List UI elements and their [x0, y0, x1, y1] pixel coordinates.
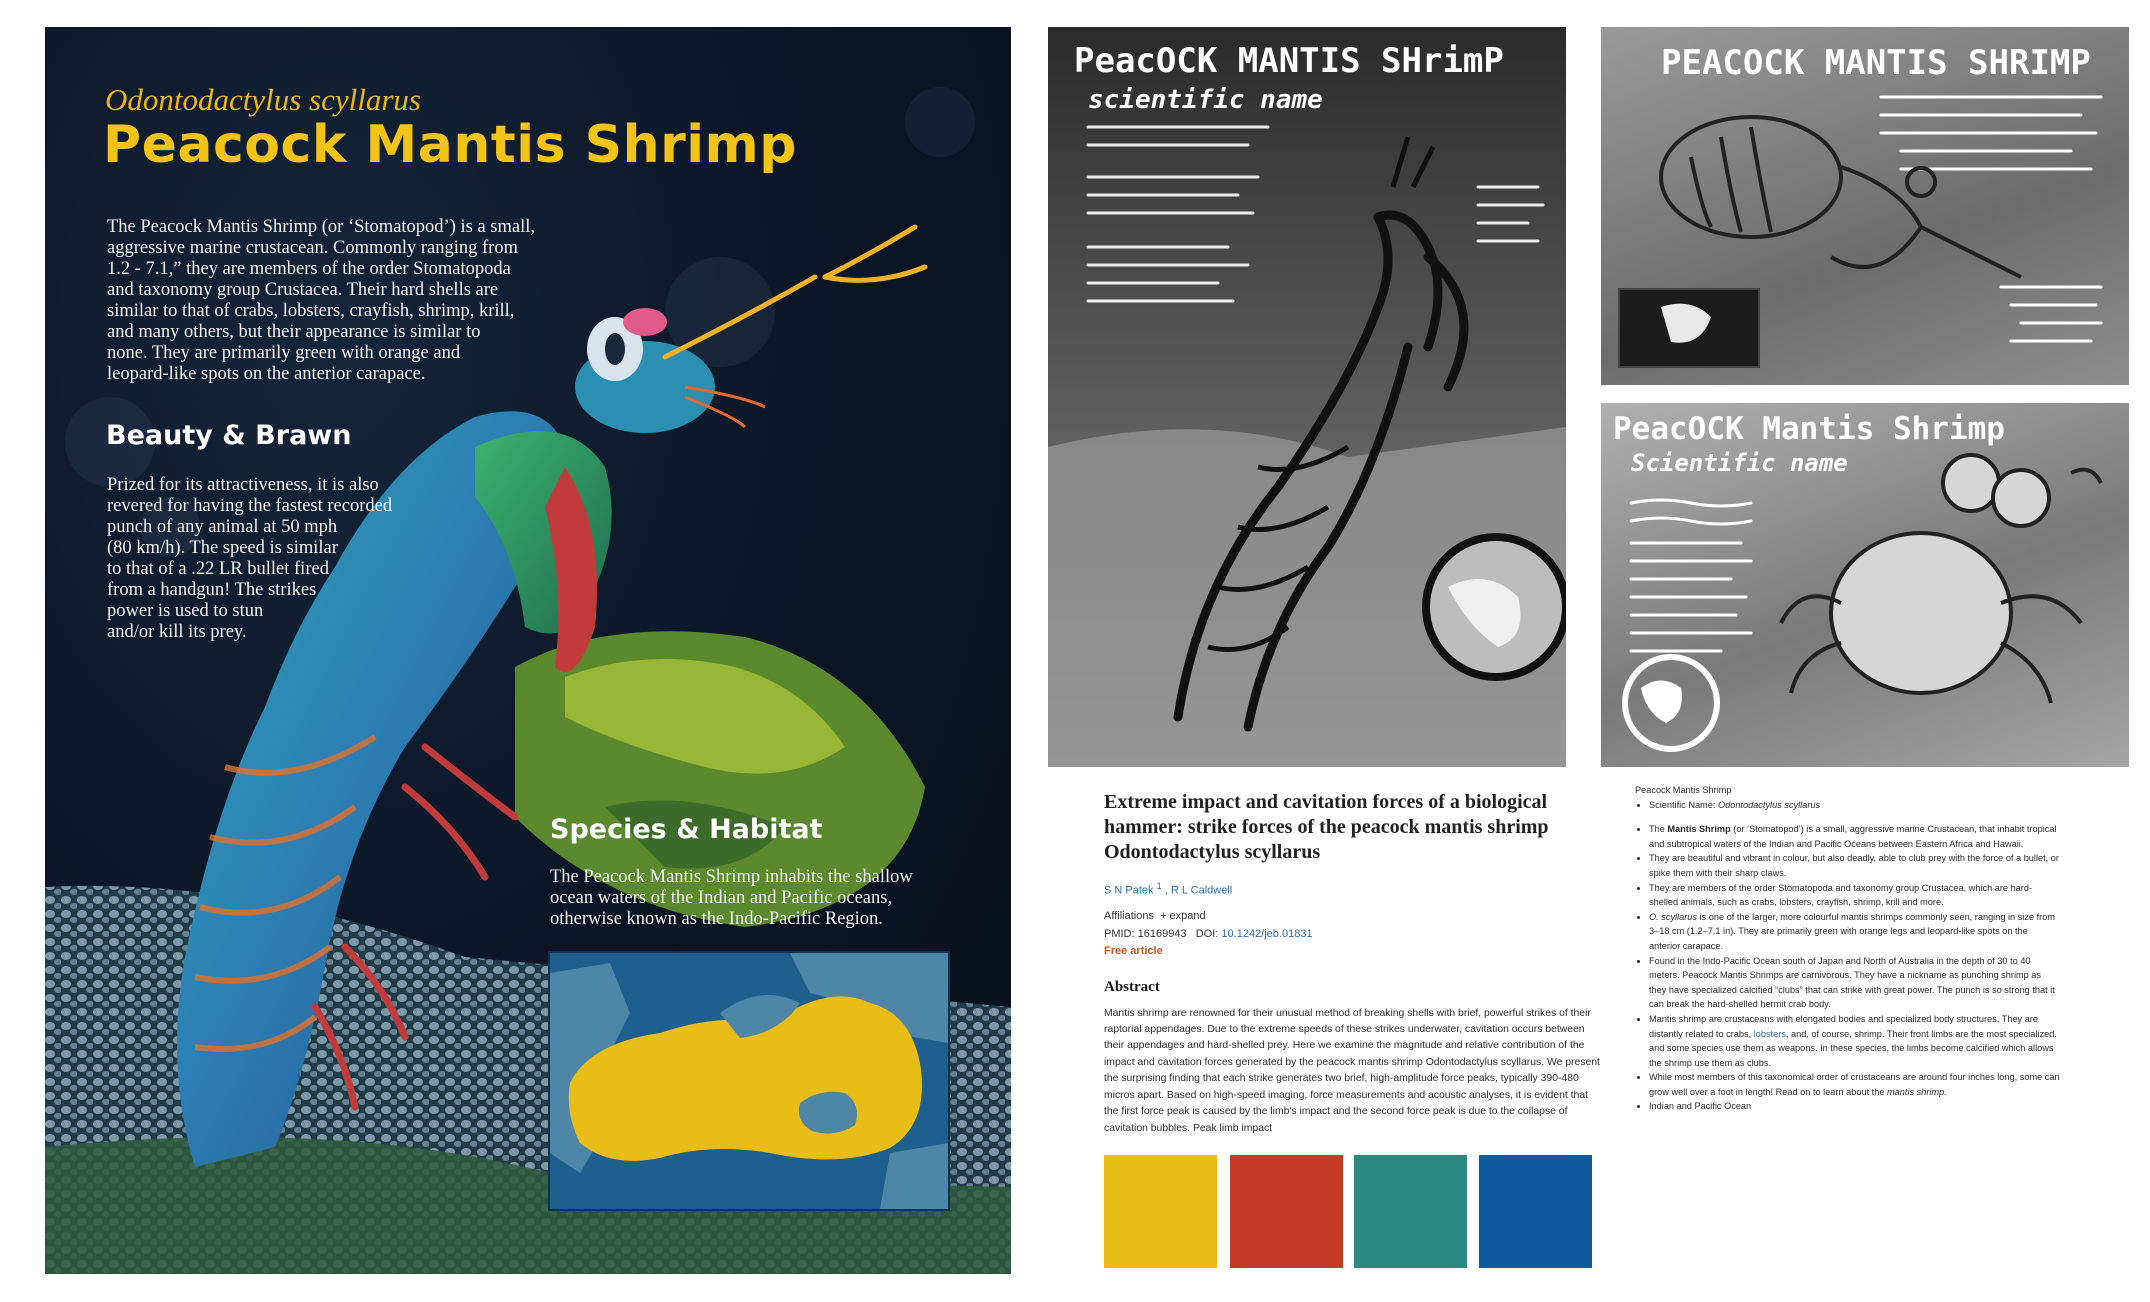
abstract-heading: Abstract [1104, 978, 1160, 995]
author-link-patek[interactable]: S N Patek [1104, 884, 1154, 897]
note-item: • While most members of this taxonomical order of crustaceans are around four inches long, some can grow well over a foot in length! Read on to learn about the mantis shrimp. [1649, 1070, 2060, 1099]
sketch-3-subtitle: Scientific name [1631, 449, 1848, 477]
note-item: • They are beautiful and vibrant in colour, but also deadly, able to club prey with the force of a bullet, or spike them with their sharp claws. [1649, 851, 2060, 880]
note-item: • The Mantis Shrimp (or ‘Stomatopod’) is a small, aggressive marine Crustacean, that inhabit tropical and subtropical waters of the Indian and Pacific Oceans between Eastern Africa and Hawaii. [1649, 822, 2060, 851]
sketch-2-title: PEACOCK MANTIS SHRIMP [1661, 43, 2091, 83]
sketch-1 [1048, 27, 1566, 767]
color-swatch-red [1230, 1155, 1343, 1268]
notes-list-top [1635, 798, 2060, 813]
habitat-map [548, 951, 950, 1211]
sketch-2 [1601, 27, 2129, 385]
article-panel [1104, 790, 1604, 1137]
poster-title: Peacock Mantis Shrimp [103, 115, 797, 175]
poster-intro-text: The Peacock Mantis Shrimp (or ‘Stomatopod’) is a small, aggressive marine crustacean. Commonly ranging from 1.2 - 7.1,” they are members of the order Stomatopoda and taxonomy group Crustacea. Their hard shells are similar to that of crabs, lobsters, crayfish, shrimp, krill, and many others, but their appearance is similar to none. They are primarily green with orange and leopard-like spots on the anterior carapace. [107, 217, 535, 384]
color-swatch-teal [1354, 1155, 1467, 1268]
color-swatch-blue [1479, 1155, 1592, 1268]
author-affiliation-number: 1 [1156, 881, 1162, 891]
sketch-3-title: PeacOCK Mantis Shrimp [1613, 411, 2005, 447]
note-item: • They are members of the order Stomatopoda and taxonomy group Crustacea, which are hard-shelled animals, such as crabs, lobsters, crayfish, shrimp, krill and more. [1649, 881, 2060, 910]
notes-panel [1635, 783, 2060, 1114]
note-item: • Found in the Indo-Pacific Ocean south of Japan and North of Australia in the depth of 30 to 40 meters. Peacock Mantis Shrimps are carnivorous. They have a nickname as punching shrimp as they have specialized calcified “clubs” that can strike with great power. The punch is so strong that it can break the hard-shelled hermit crab body. [1649, 954, 2060, 1012]
pmid-label: PMID: 16169943 [1104, 927, 1187, 940]
free-article-badge: Free article [1104, 944, 1163, 957]
poster-section-heading-beauty: Beauty & Brawn [106, 420, 352, 451]
poster-section-heading-habitat: Species & Habitat [550, 814, 823, 845]
lobsters-link[interactable]: lobsters [1753, 1028, 1786, 1039]
poster-section-text-habitat: The Peacock Mantis Shrimp inhabits the shallow ocean waters of the Indian and Pacific oceans, otherwise known as the Indo-Pacific Region. [550, 867, 913, 929]
note-item: • Scientific Name: Odontodactylus scyllarus [1649, 798, 2060, 813]
sketch-1-subtitle: scientific name [1088, 85, 1323, 115]
doi-label: DOI: [1195, 927, 1219, 940]
author-link-caldwell[interactable]: R L Caldwell [1170, 884, 1233, 897]
poster-section-text-beauty: Prized for its attractiveness, it is also revered for having the fastest recorded punch of any animal at 50 mph (80 km/h). The speed is similar to that of a .22 LR bullet fired from a handgun! The strikes power is used to stun and/or kill its prey. [107, 475, 393, 642]
note-item: • Indian and Pacific Ocean [1649, 1099, 2060, 1114]
poster [45, 27, 1011, 1274]
doi-link[interactable]: 10.1242/jeb.01831 [1221, 927, 1313, 940]
notes-heading: Peacock Mantis Shrimp [1635, 785, 1732, 795]
note-item: • Mantis shrimp are crustaceans with elongated bodies and specialized body structures. They are distantly related to crabs, lobsters, and, of course, shrimp. Their front limbs are the most specialized, and some species use them as weapons. In these species, the limbs become calcified which allows the shrimp use them as clubs. [1649, 1012, 2060, 1070]
notes-list [1635, 822, 2060, 1114]
note-item: • O. scyllarus is one of the larger, more colourful mantis shrimps commonly seen, ranging in size from 3–18 cm (1.2–7.1 in). They are primarily green with orange legs and leopard-like spots on the anterior carapace. [1649, 910, 2060, 954]
article-title: Extreme impact and cavitation forces of a biological hammer: strike forces of the peacock mantis shrimp Odontodactylus scyllarus [1104, 791, 1549, 863]
article-authors: S N Patek $^1$ , R L Caldwell [1104, 881, 1233, 897]
color-swatch-yellow [1104, 1155, 1217, 1268]
sketch-3 [1601, 403, 2129, 767]
poster-scientific-name: Odontodactylus scyllarus [105, 82, 421, 117]
sketch-1-title: PeacOCK MANTIS SHrimP [1074, 41, 1504, 81]
affiliations-label: Affiliations [1104, 909, 1154, 922]
abstract-text: Mantis shrimp are renowned for their unusual method of breaking shells with brief, powerful strikes of their raptorial appendages. Due to the extreme speeds of these strikes underwater, cavitation occurs between their appendages and hard-shelled prey. Here we examine the magnitude and relative contribution of the impact and cavitation forces generated by the peacock mantis shrimp Odontodactylus scyllarus. We present the surprising finding that each strike generates two brief, high-amplitude force peaks, typically 390-480 micros apart. Based on high-speed imaging, force measurements and acoustic analyses, it is evident that the first force peak is caused by the limb's impact and the second force peak is due to the collapse of cavitation bubbles. Peak limb impact [1104, 1007, 1600, 1134]
article-meta [1104, 907, 1604, 943]
expand-affiliations-button[interactable]: + expand [1160, 909, 1206, 922]
